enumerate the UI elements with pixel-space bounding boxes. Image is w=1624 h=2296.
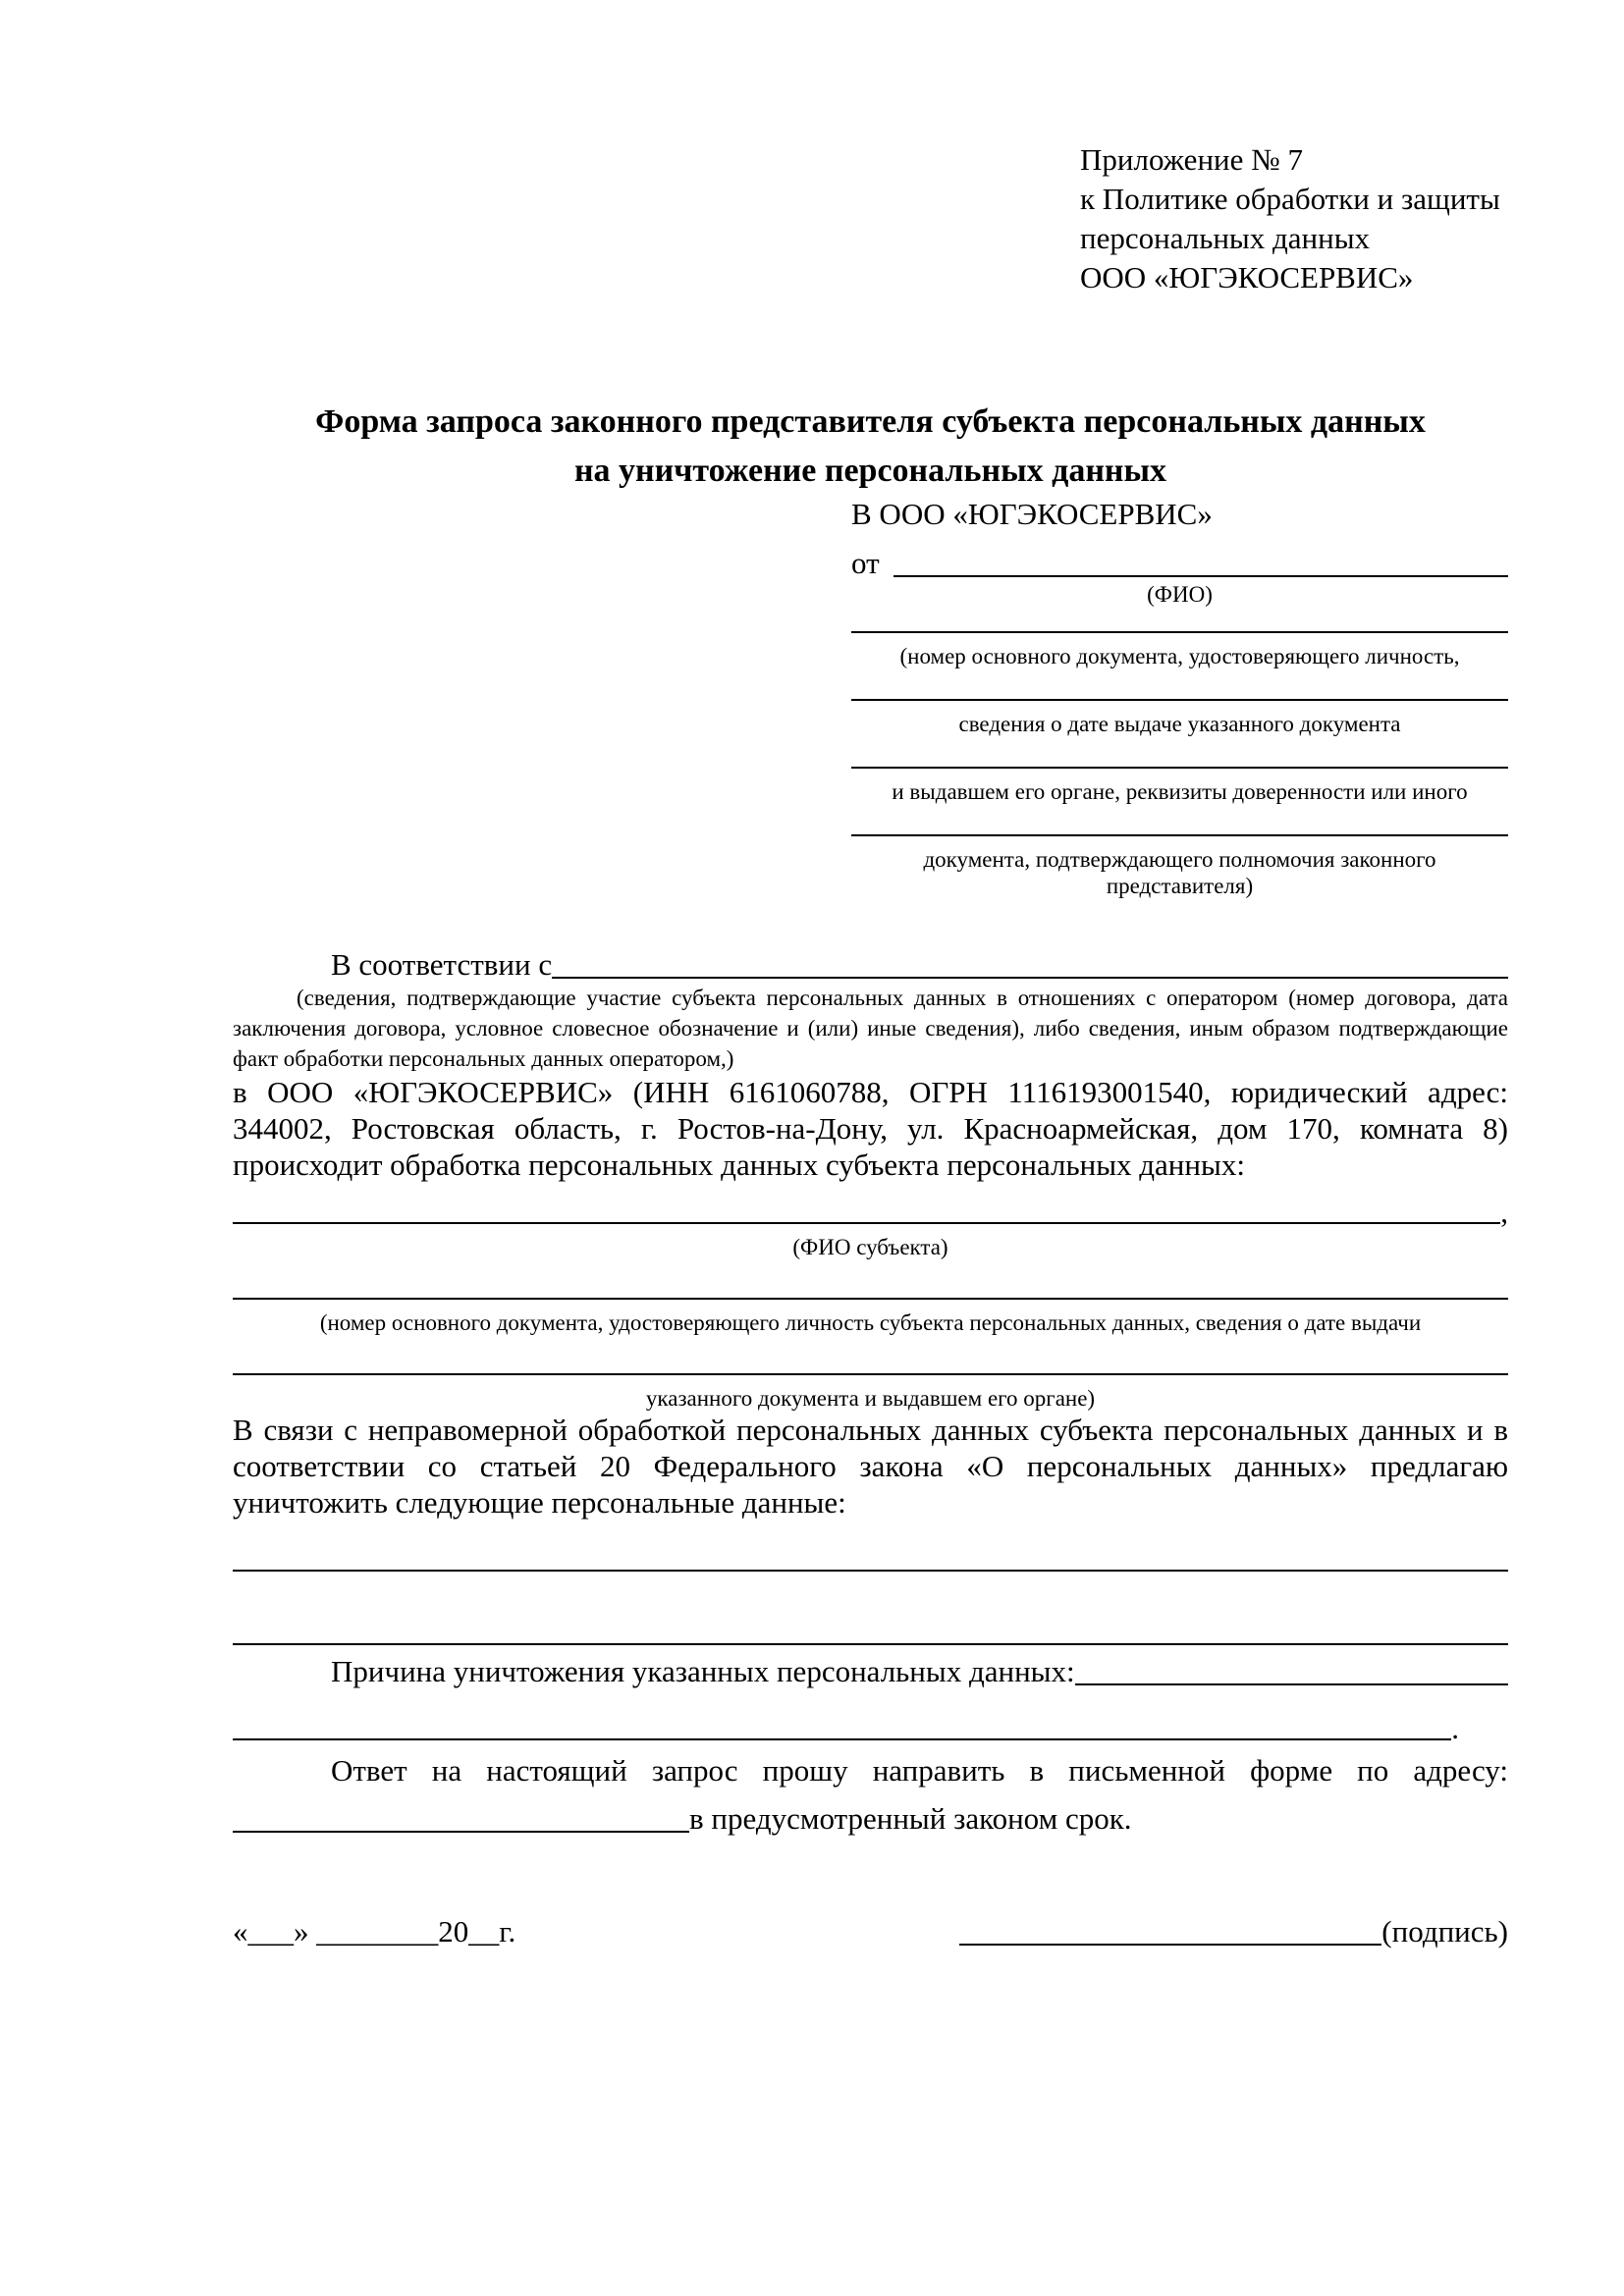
blank-line xyxy=(851,737,1508,769)
blank-line xyxy=(851,608,1508,633)
blank-line xyxy=(233,1202,1500,1224)
caption-fio: (ФИО) xyxy=(1147,582,1213,607)
date-line: «___» ________20__г. xyxy=(233,1914,516,1949)
demand-paragraph: В связи с неправомерной обработкой персональных данных субъекта персональных данных и в соответствии со статьей 20 Федерального закона «О персональных данных» предлагаю уничтожить следующие персональные данные: xyxy=(233,1413,1508,1520)
operator-paragraph: в ООО «ЮГЭКОСЕРВИС» (ИНН 6161060788, ОГРН 1116193001540, юридический адрес: 344002, Ростовская область, г. Ростов-на-Дону, ул. Красноармейская, дом 170, комната 8) происходит обработка персональных данных субъекта персональных данных: xyxy=(233,1075,1508,1182)
accordance-note: (сведения, подтверждающие участие субъекта персональных данных в отношениях с оператором (номер договора, дата заключения договора, условное словесное обозначение и (или) иные сведения), либо сведения, иным образом подтверждающие факт обработки персональных данных оператором,) xyxy=(233,986,1508,1071)
blank-line xyxy=(233,1550,1508,1572)
caption-subject-fio: (ФИО субъекта) xyxy=(792,1235,948,1259)
blank-line xyxy=(851,669,1508,701)
blank-line xyxy=(233,1354,1508,1375)
signature-row xyxy=(233,1913,1508,1949)
caption-doc-4: документа, подтверждающего полномочия законного представителя) xyxy=(923,847,1436,898)
addressee-from-row xyxy=(851,545,1508,581)
caption-subject-doc-2: указанного документа и выдавшем его органе) xyxy=(645,1386,1096,1411)
header-line: персональных данных xyxy=(1080,221,1371,255)
blank-line xyxy=(233,1278,1508,1300)
reason-blank-line xyxy=(1075,1653,1508,1685)
reason-label: Причина уничтожения указанных персональных данных: xyxy=(331,1654,1075,1688)
addressee-to: В ООО «ЮГЭКОСЕРВИС» xyxy=(851,497,1213,531)
accordance-blank-line xyxy=(552,946,1508,979)
document-title xyxy=(233,398,1508,496)
caption-doc-2: сведения о дате выдаче указанного документа xyxy=(958,712,1401,736)
address-blank-line xyxy=(233,1800,689,1833)
reason-blank-row xyxy=(233,1711,1508,1745)
caption-doc-1: (номер основного документа, удостоверяющего личность, xyxy=(899,644,1460,668)
reason-row xyxy=(233,1653,1508,1689)
blank-line xyxy=(233,1719,1451,1740)
blank-line xyxy=(851,805,1508,836)
signature-blank-line xyxy=(959,1914,1381,1946)
accordance-label: В соответствии с xyxy=(331,947,553,982)
title-line-1: Форма запроса законного представителя субъекта персональных данных xyxy=(315,403,1426,440)
from-blank-line xyxy=(893,545,1508,577)
data-blank-row-1 xyxy=(233,1550,1508,1572)
header-line: Приложение № 7 xyxy=(1080,142,1303,177)
document-content xyxy=(233,0,1508,1949)
reply-paragraph: Ответ на настоящий запрос прошу направить в письменной форме по адресу: xyxy=(331,1753,1508,1788)
title-line-2: на уничтожение персональных данных xyxy=(573,453,1167,489)
data-blank-row-2 xyxy=(233,1624,1508,1645)
subject-doc-row-2 xyxy=(233,1354,1508,1375)
signature-caption: (подпись) xyxy=(1381,1914,1508,1949)
comma-suffix: , xyxy=(1500,1195,1508,1229)
header-line: ООО «ЮГЭКОСЕРВИС» xyxy=(1080,260,1414,294)
header-line: к Политике обработки и защиты xyxy=(1080,182,1500,216)
appendix-header xyxy=(1080,0,1508,297)
subject-doc-row xyxy=(233,1278,1508,1300)
caption-doc-3: и выдавшем его органе, реквизиты доверенности или иного xyxy=(892,779,1468,804)
from-label: от xyxy=(851,546,880,580)
subject-fio-row xyxy=(233,1195,1508,1229)
accordance-row xyxy=(233,946,1508,983)
reply-address-row xyxy=(233,1800,1508,1837)
signature-group xyxy=(959,1913,1508,1949)
addressee-block xyxy=(851,496,1508,899)
blank-line xyxy=(233,1624,1508,1645)
caption-subject-doc-1: (номер основного документа, удостоверяющего личность субъекта персональных данных, сведения о дате выдачи xyxy=(319,1310,1422,1335)
period-suffix: . xyxy=(1451,1711,1459,1745)
reply-tail-text: в предусмотренный законом срок. xyxy=(689,1801,1132,1836)
